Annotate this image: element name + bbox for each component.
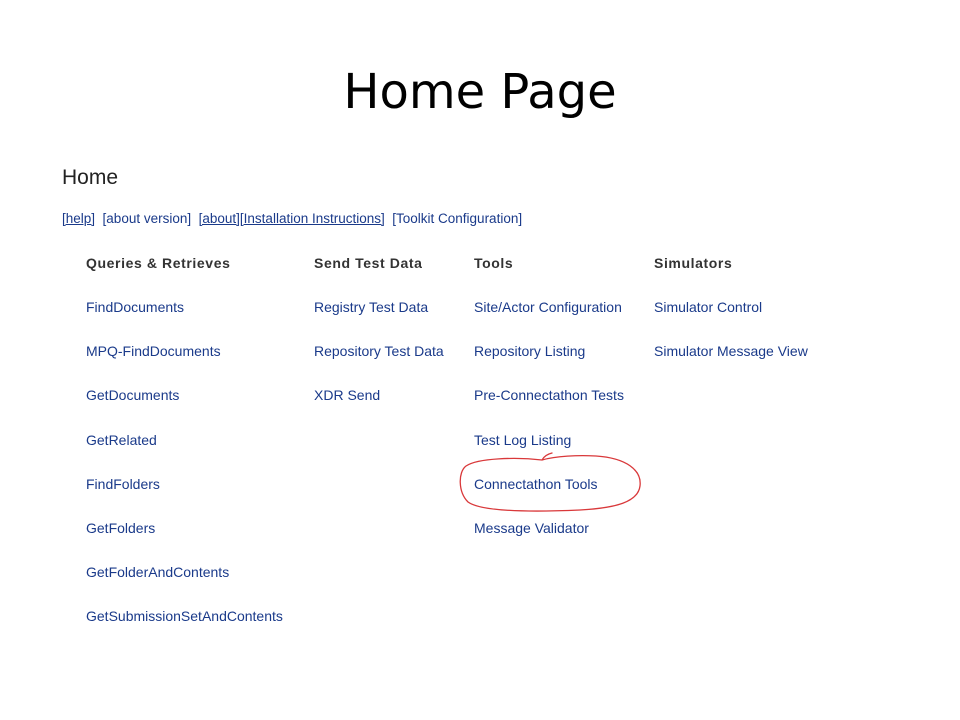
column-send-test-data [314,254,444,431]
menu-item-get-submission-set-and-contents[interactable]: GetSubmissionSetAndContents [86,608,283,625]
menu-item-get-folder-and-contents[interactable]: GetFolderAndContents [86,564,230,581]
help-link[interactable]: [help] [62,211,96,226]
menu-item-repository-test-data[interactable]: Repository Test Data [314,343,444,360]
menu-item-find-documents[interactable]: FindDocuments [86,299,185,315]
column-simulators [654,254,808,386]
column-header: Send Test Data [314,255,423,271]
about-version-link[interactable]: [about version] [102,211,192,226]
column-header: Simulators [654,255,733,271]
menu-item-connectathon-tools[interactable]: Connectathon Tools [474,475,598,492]
menu-item-xdr-send[interactable]: XDR Send [314,387,381,404]
column-queries-retrieves [86,254,283,652]
menu-item-get-related[interactable]: GetRelated [86,431,157,448]
column-header: Queries & Retrieves [86,255,231,271]
menu-item-get-documents[interactable]: GetDocuments [86,387,180,404]
menu-item-mpq-find-documents[interactable]: MPQ-FindDocuments [86,343,221,360]
column-tools [474,254,624,563]
menu-item-pre-connectathon-tests[interactable]: Pre-Connectathon Tests [474,387,624,404]
menu-item-find-folders[interactable]: FindFolders [86,475,160,492]
menu-item-get-folders[interactable]: GetFolders [86,519,156,536]
menu-item-registry-test-data[interactable]: Registry Test Data [314,299,429,315]
column-header: Tools [474,255,514,271]
menu-item-repository-listing[interactable]: Repository Listing [474,343,586,360]
slide-title: Home Page [343,64,617,120]
top-links-bar [62,210,522,228]
menu-item-site-actor-configuration[interactable]: Site/Actor Configuration [474,299,622,315]
toolkit-configuration-link[interactable]: [Toolkit Configuration] [392,211,523,226]
installation-instructions-link[interactable]: [Installation Instructions] [239,211,385,226]
menu-item-simulator-message-view[interactable]: Simulator Message View [654,343,808,360]
menu-item-simulator-control[interactable]: Simulator Control [654,299,763,315]
menu-item-test-log-listing[interactable]: Test Log Listing [474,431,572,448]
menu-item-message-validator[interactable]: Message Validator [474,519,589,536]
page-heading: Home [62,166,119,189]
about-link[interactable]: [about] [198,211,240,226]
